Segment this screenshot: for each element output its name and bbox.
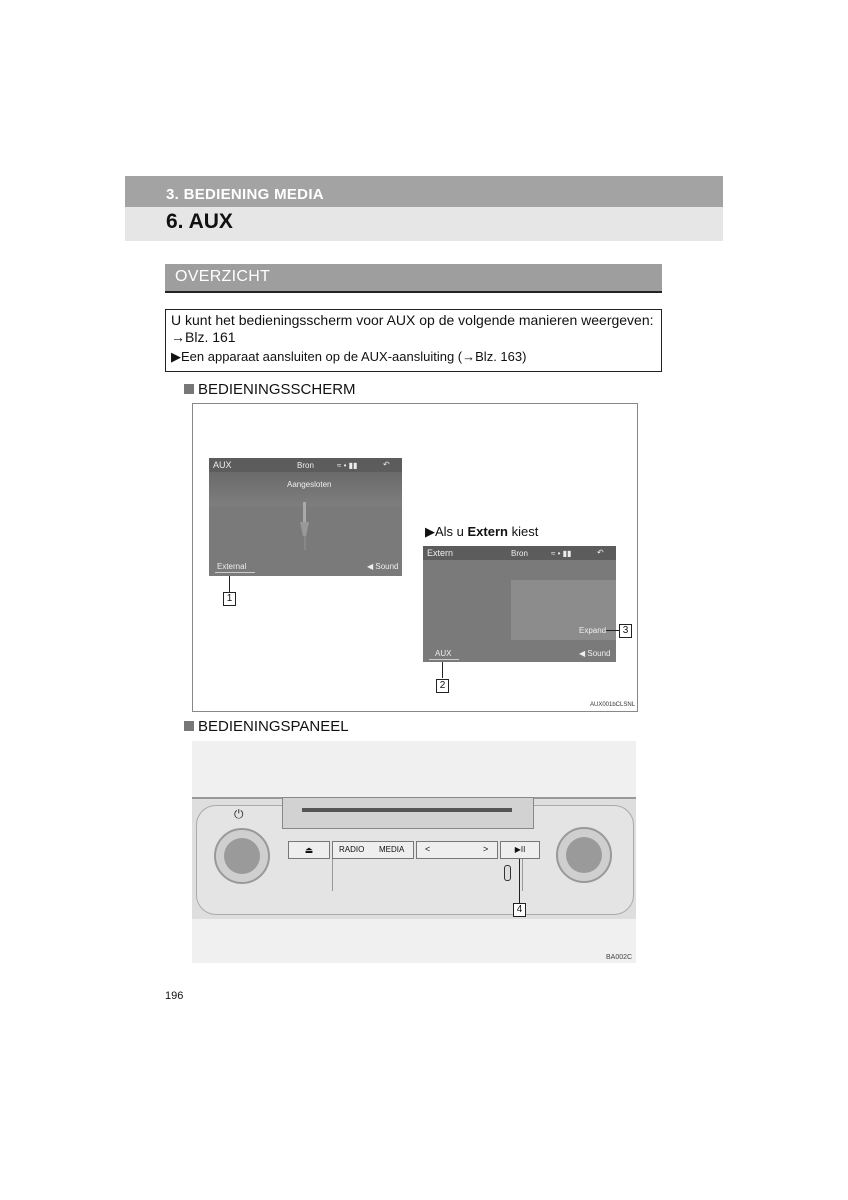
screen2-sound-button[interactable]: ◀ Sound: [579, 649, 611, 658]
aux-underline: [429, 659, 459, 660]
screen1-sound-button[interactable]: ◀ Sound: [367, 562, 399, 571]
eject-button[interactable]: ⏏: [288, 841, 330, 859]
screen2-title: Extern: [427, 548, 454, 558]
aux-screen: [209, 458, 402, 576]
radio-button[interactable]: RADIO: [339, 845, 365, 854]
callout-4: 4: [513, 903, 526, 917]
speaker-icon: ◀: [367, 562, 376, 571]
external-button[interactable]: External: [217, 562, 247, 571]
knob-inner: [224, 838, 260, 874]
screen-figure-code: AUX001bCLSNL: [590, 702, 636, 708]
connection-status: Aangesloten: [287, 480, 332, 489]
info-line-3: [171, 349, 526, 365]
triangle-bullet-icon: ▶: [425, 524, 435, 539]
radio-media-group: [332, 841, 414, 859]
back-icon[interactable]: ↶: [383, 460, 390, 469]
callout-4-leader: [519, 859, 520, 903]
knob-inner: [566, 837, 602, 873]
cd-slot[interactable]: [302, 808, 512, 812]
square-bullet-icon: [184, 721, 194, 731]
back-icon[interactable]: ↶: [597, 548, 604, 557]
aux-jack[interactable]: [504, 865, 511, 881]
panel-divider: [332, 859, 333, 891]
panel-figure-code: BA002C: [606, 954, 633, 961]
panel-figure: [192, 741, 636, 963]
status-icons: ≈ • ▮▮: [551, 549, 572, 558]
extern-caption: ▶Als u Extern kiest: [425, 524, 539, 539]
screen2-source-button[interactable]: Bron: [511, 549, 528, 558]
panel-heading-text: BEDIENINGSPANEEL: [198, 718, 349, 735]
power-icon: ⏻: [234, 807, 244, 821]
screen1-title: AUX: [213, 460, 232, 470]
seek-back-button[interactable]: <: [425, 844, 431, 854]
callout-3-leader: [606, 630, 619, 631]
chapter-title: 6. AUX: [166, 210, 233, 233]
aux-cable-icon: [297, 502, 313, 550]
play-pause-button[interactable]: ▶II: [500, 841, 540, 859]
square-bullet-icon: [184, 384, 194, 394]
callout-2: 2: [436, 679, 449, 693]
cd-slot-housing: [282, 797, 534, 829]
aux-button[interactable]: AUX: [435, 649, 452, 658]
screen-heading-text: BEDIENINGSSCHERM: [198, 381, 356, 398]
status-icons: ≈ • ▮▮: [337, 461, 358, 470]
panel-section-heading: [184, 718, 349, 735]
extern-screen: [423, 546, 616, 662]
info-line-1: U kunt het bedieningsscherm voor AUX op de volgende manieren weergeven:: [171, 312, 654, 328]
external-underline: [215, 572, 255, 573]
seek-group: [416, 841, 498, 859]
speaker-icon: ◀: [579, 649, 588, 658]
screen-section-heading: [184, 381, 356, 398]
callout-1-leader: [229, 576, 230, 592]
callout-3: 3: [619, 624, 632, 638]
expand-button[interactable]: Expand: [579, 626, 607, 635]
callout-1: 1: [223, 592, 236, 606]
screen1-source-button[interactable]: Bron: [297, 461, 314, 470]
power-volume-knob[interactable]: [214, 828, 270, 884]
tune-scroll-knob[interactable]: [556, 827, 612, 883]
info-line-2: →Blz. 161: [171, 329, 236, 345]
callout-2-leader: [442, 662, 443, 678]
screen1-glow: [209, 472, 402, 506]
seek-forward-button[interactable]: >: [483, 844, 489, 854]
triangle-bullet-icon: ▶: [171, 349, 181, 364]
page-number: 196: [165, 990, 184, 1002]
info-line-3-text: Een apparaat aansluiten op de AUX-aansluiting (→Blz. 163): [181, 349, 527, 364]
overview-title: OVERZICHT: [175, 268, 271, 285]
panel-divider: [522, 859, 523, 891]
section-label: 3. BEDIENING MEDIA: [166, 186, 324, 203]
media-button[interactable]: MEDIA: [379, 845, 405, 854]
